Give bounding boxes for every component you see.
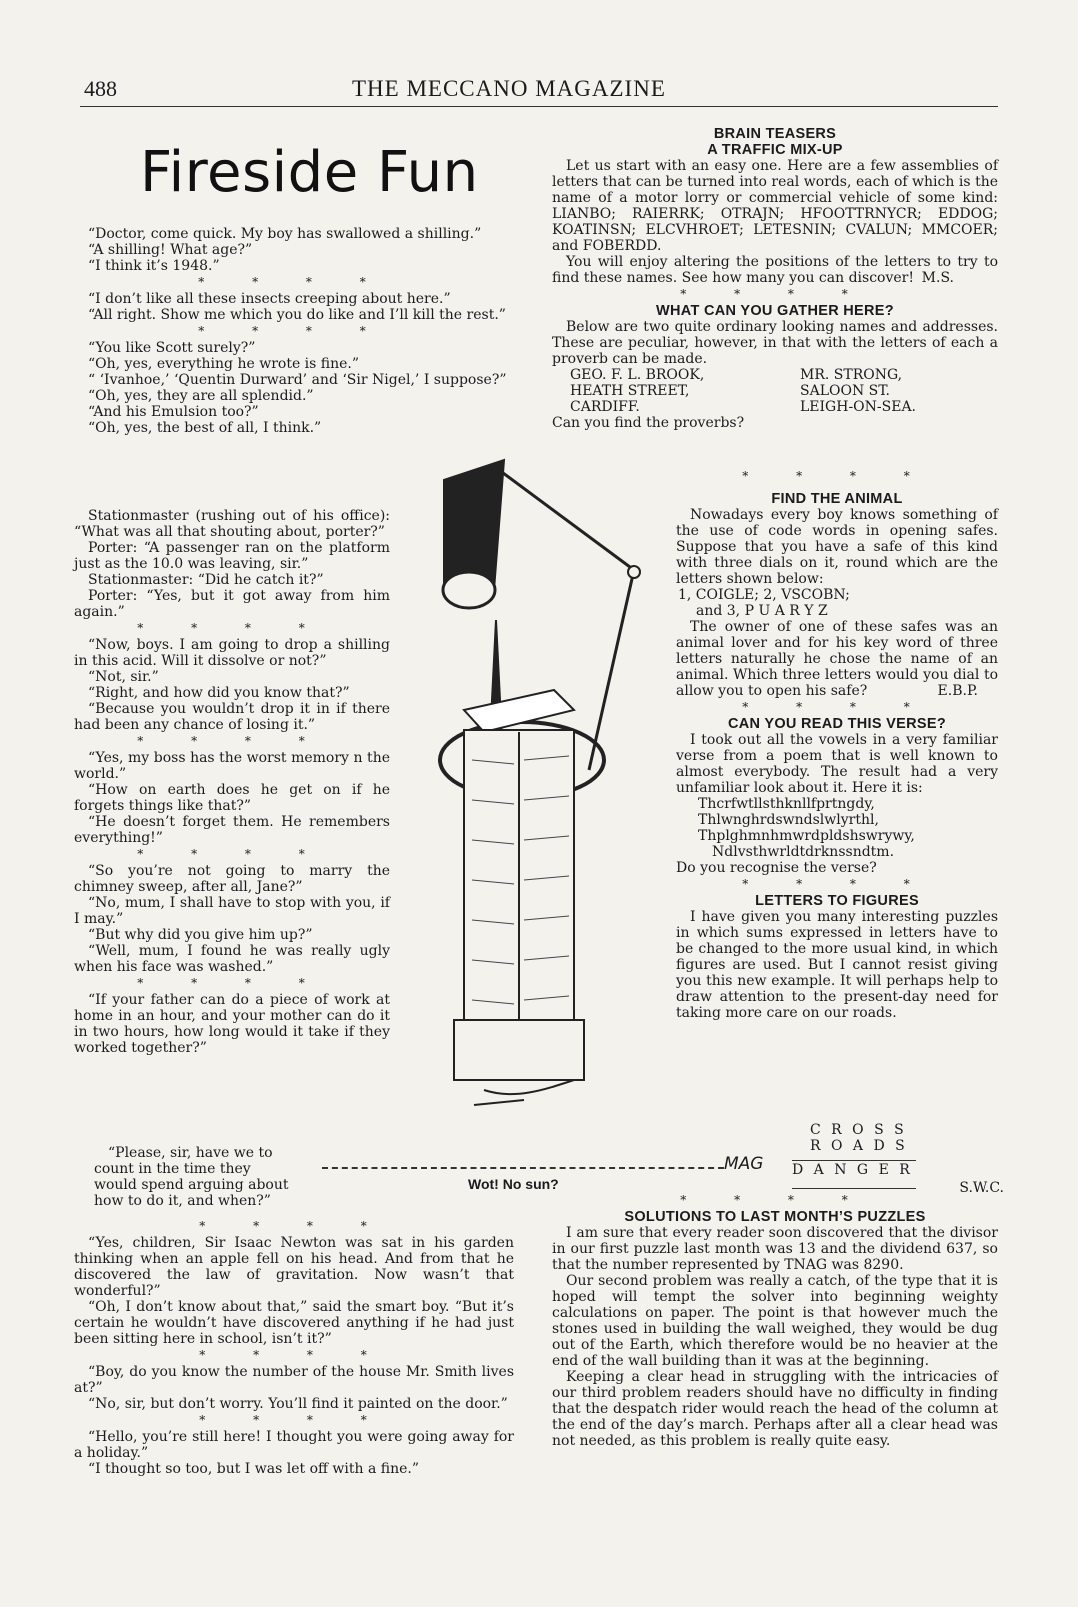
joke-3 [74, 340, 512, 436]
separator-stars: * * * * [199, 1219, 389, 1233]
animal-heading: FIND THE ANIMAL [771, 491, 903, 507]
joke-7 [74, 863, 390, 975]
joke-line: “He doesn’t forget them. He remembers everything!” [74, 814, 390, 846]
caption-dashed-line [322, 1167, 724, 1169]
address-left: CARDIFF. [570, 399, 640, 415]
joke-line: “Now, boys. I am going to drop a shilling in this acid. Will it dissolve or not?” [74, 637, 390, 669]
traffic-text-2: You will enjoy altering the positions of the letters to try to find these names. See how many you can discover! [552, 254, 998, 286]
separator-stars: * * * * [680, 287, 870, 301]
gather-heading: WHAT CAN YOU GATHER HERE? [656, 303, 894, 319]
joke-line: “Hello, you’re still here! I thought you were going away for a holiday.” [74, 1429, 514, 1461]
brain-teasers-heading: BRAIN TEASERS [713, 126, 837, 142]
separator-stars: * * * * [199, 1413, 389, 1427]
address-row [570, 383, 998, 399]
verse-line: Thcrfwtllsthknllfprtngdy, [698, 796, 875, 812]
letter-sum [810, 1122, 908, 1154]
separator-stars: * * * * [198, 275, 388, 289]
sum-rule [792, 1160, 916, 1161]
separator-stars: * * * * [680, 1193, 870, 1207]
joke-line: Stationmaster (rushing out of his office): “What was all that shouting about, porter?” [74, 508, 390, 540]
solutions-section [552, 1192, 998, 1449]
joke-line: “Boy, do you know the number of the house Mr. Smith lives at?” [74, 1364, 514, 1396]
joke-line: “But why did you give him up?” [88, 927, 313, 943]
joke-line: “I thought so too, but I was let off with a fine.” [88, 1461, 419, 1477]
separator-stars: * * * * [137, 734, 327, 748]
verse-heading: CAN YOU READ THIS VERSE? [727, 716, 947, 732]
joke-line: Porter: “Yes, but it got away from him again.” [74, 588, 390, 620]
animal-text-2: The owner of one of these safes was an animal lover and for his key word of three letters naturally he chose the name of an animal. Which three letters would you dial to allow you to open his safe? [676, 619, 998, 699]
joke-line: “I think it’s 1948.” [88, 258, 220, 274]
solution-2: Our second problem was really a catch, of the type that it is hoped will tempt the solver into beginning weighty calculations on paper. The point is that however much the stones used in building the wall weighed, they would be dug out of the Earth, which therefore would be no heavier at the end of the wall building than it was at the beginning. [552, 1273, 998, 1369]
joke-6 [74, 750, 390, 846]
joke-line: “And his Emulsion too?” [88, 404, 259, 420]
traffic-signature: M.S. [921, 270, 954, 286]
gather-question: Can you find the proverbs? [552, 415, 745, 431]
fireside-fun-title: Fireside Fun [140, 140, 479, 205]
address-right: MR. STRONG, [800, 367, 903, 383]
page-number: 488 [84, 76, 117, 101]
illustration-caption: Wot! No sun? [468, 1176, 559, 1192]
sum-line-2: R O A D S [810, 1138, 908, 1154]
solution-1: I am sure that every reader soon discovered that the divisor in our first puzzle last month was 13 and the dividend 637, so that the number represented by TNAG was 8290. [552, 1225, 998, 1273]
jokes-column-top [74, 226, 512, 436]
verse-text: I took out all the vowels in a very familiar verse from a poem that is well known to almost everybody. The result had a very unfamiliar look about it. Here it is: [676, 732, 998, 796]
sum-rule-bottom [792, 1188, 916, 1189]
joke-4 [74, 508, 390, 620]
solution-3: Keeping a clear head in struggling with the intricacies of our third problem readers should have no difficulty in finding that the despatch rider would reach the head of the column at the end of the day’s march. Perhaps after all a clear head was not needed, as this problem is really quite easy. [552, 1369, 998, 1449]
solutions-heading: SOLUTIONS TO LAST MONTH’S PUZZLES [624, 1209, 926, 1225]
brain-teasers-middle [676, 469, 998, 1021]
animal-text: Nowadays every boy knows something of the use of code words in opening safes. Suppose that you have a safe of this kind with three dials on it, round which are the letters shown below: [676, 507, 998, 587]
animal-signature: E.B.P. [937, 683, 978, 699]
address-row [570, 399, 998, 415]
joke-line: “How on earth does he get on if he forgets things like that?” [74, 782, 390, 814]
joke-10 [74, 1364, 514, 1412]
traffic-heading: A TRAFFIC MIX-UP [707, 142, 843, 158]
joke-line: “ ‘Ivanhoe,’ ‘Quentin Durward’ and ‘Sir Nigel,’ I suppose?” [88, 372, 507, 388]
magazine-title: THE MECCANO MAGAZINE [352, 76, 666, 101]
sum-line-1: C R O S S [810, 1122, 907, 1138]
jokes-column-middle [74, 508, 390, 1056]
separator-stars: * * * * [198, 324, 388, 338]
verse-line: Ndlvsthwrldtdrknssndtm. [712, 844, 895, 860]
joke-line: “If your father can do a piece of work at home in an hour, and your mother can do it in two hours, how long would it take if they worked together?” [74, 992, 390, 1056]
joke-line: “Yes, my boss has the worst memory n the world.” [74, 750, 390, 782]
address-left: GEO. F. L. BROOK, [570, 367, 705, 383]
joke-line: “Yes, children, Sir Isaac Newton was sat in his garden thinking when an apple fell on his head. And from that he discovered the law of gravitation. Now wasn’t that wonderful?” [74, 1235, 514, 1299]
address-row [570, 367, 998, 383]
joke-2 [74, 291, 512, 323]
brain-teasers-top [552, 126, 998, 431]
address-right: LEIGH-ON-SEA. [800, 399, 916, 415]
joke-line: Porter: “A passenger ran on the platform just as the 10.0 was leaving, sir.” [74, 540, 390, 572]
animal-dials-1: 1, COIGLE; 2, VSCOBN; [678, 587, 850, 603]
verse-line: Thlwnghrdswndslwlyrthl, [698, 812, 879, 828]
joke-line: “You like Scott surely?” [88, 340, 256, 356]
animal-dials-2: and 3, P U A R Y Z [696, 603, 828, 619]
joke-line: “No, sir, but don’t worry. You’ll find it painted on the door.” [88, 1396, 508, 1412]
joke-line: “So you’re not going to marry the chimney sweep, after all, Jane?” [74, 863, 390, 895]
joke-line: “Oh, yes, the best of all, I think.” [88, 420, 322, 436]
joke-line: “A shilling! What age?” [88, 242, 253, 258]
verse-line: Thplghmnhmwrdpldshswrywy, [698, 828, 915, 844]
separator-stars: * * * * [137, 621, 327, 635]
joke-line: “No, mum, I shall have to stop with you, if I may.” [74, 895, 390, 927]
separator-stars: * * * * [742, 469, 932, 483]
gather-text: Below are two quite ordinary looking names and addresses. These are peculiar, however, in that with the letters of each a proverb can be made. [552, 319, 998, 367]
separator-stars: * * * * [742, 700, 932, 714]
separator-stars: * * * * [137, 847, 327, 861]
separator-stars: * * * * [742, 877, 932, 891]
joke-8-reply-text: “Please, sir, have we to count in the time they would spend arguing about how to do it, and when?” [94, 1145, 289, 1209]
separator-stars: * * * * [137, 976, 327, 990]
joke-11 [74, 1429, 514, 1477]
jokes-column-bottom [74, 1218, 514, 1477]
joke-line: “Right, and how did you know that?” [88, 685, 350, 701]
gather-addresses [552, 367, 998, 415]
address-left: HEATH STREET, [570, 383, 690, 399]
traffic-text: Let us start with an easy one. Here are a few assemblies of letters that can be turned into real words, each of which is the name of a motor lorry or commercial vehicle of some kind: LIANBO; RAIERRK; OTRAJN; HFOOTTRNYCR; EDDOG; KOATINSN; ELCVHROET; LETESNIN; CVALUN; MMCOER; and FOBERDD. [552, 158, 998, 254]
joke-8-reply [94, 1145, 290, 1209]
joke-1 [74, 226, 512, 274]
joke-line: “Oh, yes, everything he wrote is fine.” [88, 356, 360, 372]
verse-question: Do you recognise the verse? [676, 860, 877, 876]
joke-line: “Because you wouldn’t drop it in if there had been any chance of losing it.” [74, 701, 390, 733]
lamp-pillar-illustration [424, 440, 664, 1130]
joke-line: “Not, sir.” [88, 669, 159, 685]
joke-line: Stationmaster: “Did he catch it?” [88, 572, 324, 588]
header-rule [80, 106, 998, 107]
joke-line: “Doctor, come quick. My boy has swallowed a shilling.” [88, 226, 482, 242]
joke-5 [74, 637, 390, 733]
joke-line: “Well, mum, I found he was really ugly when his face was washed.” [74, 943, 390, 975]
figures-signature: S.W.C. [959, 1180, 1004, 1196]
joke-line: “Oh, I don’t know about that,” said the smart boy. “But it’s certain he wouldn’t have discovered anything if he had just been sitting here in school, isn’t it?” [74, 1299, 514, 1347]
joke-line: “I don’t like all these insects creeping about here.” [88, 291, 451, 307]
sum-result: D A N G E R [792, 1162, 913, 1178]
joke-8 [74, 992, 390, 1056]
artist-signature: MAG [724, 1154, 764, 1174]
address-right: SALOON ST. [800, 383, 890, 399]
figures-text: I have given you many interesting puzzles in which sums expressed in letters have to be changed to the more usual kind, in which figures are used. But I cannot resist giving you this new example. It will perhaps help to draw attention to the present-day need for taking more care on our roads. [676, 909, 998, 1021]
joke-line: “All right. Show me which you do like and I’ll kill the rest.” [88, 307, 506, 323]
joke-line: “Oh, yes, they are all splendid.” [88, 388, 314, 404]
separator-stars: * * * * [199, 1348, 389, 1362]
figures-heading: LETTERS TO FIGURES [755, 893, 919, 909]
joke-9 [74, 1235, 514, 1347]
